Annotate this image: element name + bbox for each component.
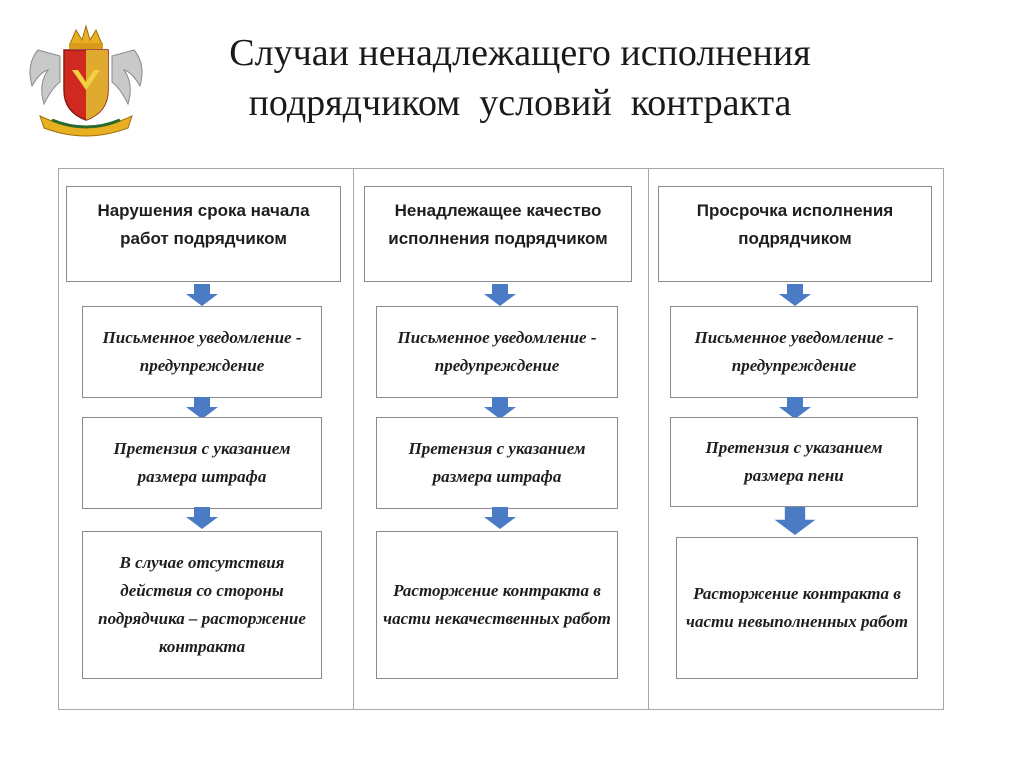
down-arrow-icon bbox=[186, 507, 218, 529]
column-2-step-1: Письменное уведомление - предупреждение bbox=[376, 306, 618, 398]
down-arrow-icon bbox=[186, 397, 218, 419]
column-1-header: Нарушения срока начала работ подрядчиком bbox=[66, 186, 341, 282]
column-3-header: Просрочка исполнения подрядчиком bbox=[658, 186, 932, 282]
title-line-1: Случаи ненадлежащего исполнения bbox=[229, 32, 811, 74]
down-arrow-icon bbox=[774, 507, 816, 535]
down-arrow-icon bbox=[186, 284, 218, 306]
down-arrow-icon bbox=[779, 284, 811, 306]
page-title bbox=[140, 28, 900, 128]
down-arrow-icon bbox=[779, 397, 811, 419]
column-1-step-3: В случае отсутствия действия со стороны подрядчика – расторжение контракта bbox=[82, 531, 322, 679]
column-divider bbox=[353, 168, 354, 710]
column-2-step-3: Расторжение контракта в части некачественных работ bbox=[376, 531, 618, 679]
column-2-step-2: Претензия с указанием размера штрафа bbox=[376, 417, 618, 509]
column-2-header: Ненадлежащее качество исполнения подрядчиком bbox=[364, 186, 632, 282]
down-arrow-icon bbox=[484, 397, 516, 419]
down-arrow-icon bbox=[484, 507, 516, 529]
title-line-2: подрядчиком условий контракта bbox=[248, 82, 792, 124]
column-3-step-1: Письменное уведомление - предупреждение bbox=[670, 306, 918, 398]
column-3-step-3: Расторжение контракта в части невыполненных работ bbox=[676, 537, 918, 679]
column-1-step-1: Письменное уведомление - предупреждение bbox=[82, 306, 322, 398]
column-divider bbox=[648, 168, 649, 710]
coat-of-arms-emblem bbox=[24, 20, 148, 138]
down-arrow-icon bbox=[484, 284, 516, 306]
column-3-step-2: Претензия с указанием размера пени bbox=[670, 417, 918, 507]
column-1-step-2: Претензия с указанием размера штрафа bbox=[82, 417, 322, 509]
